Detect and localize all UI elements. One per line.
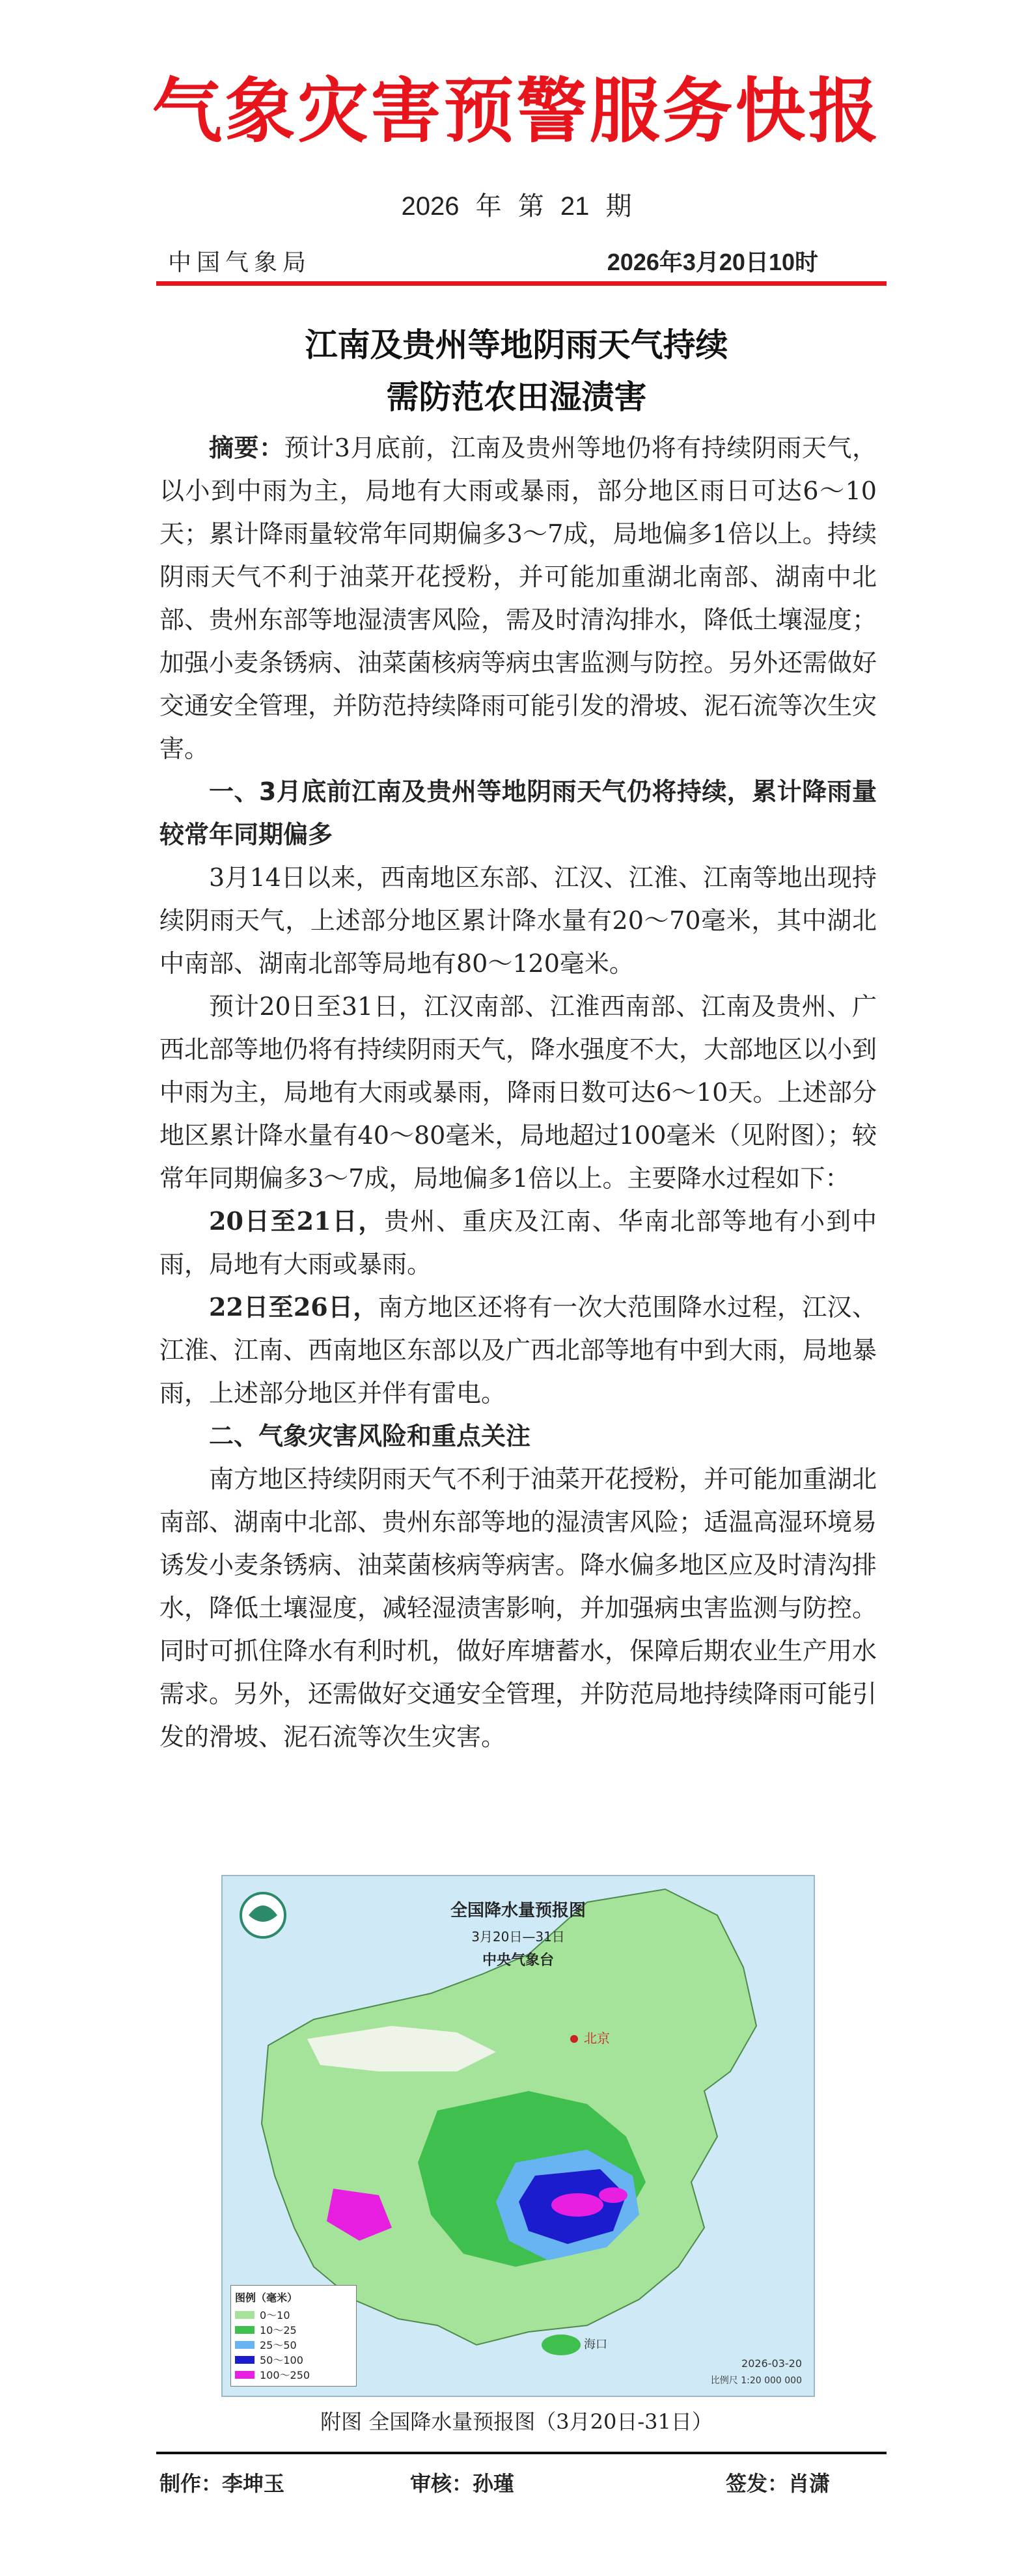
summary-label: 摘要： (209, 433, 284, 462)
map-issuer: 中央气象台 (482, 1952, 554, 1969)
city-label-beijing: 北京 (584, 2030, 610, 2046)
map-caption: 附图 全国降水量预报图（3月20日-31日） (320, 2409, 713, 2434)
legend-label: 0～10 (260, 2309, 290, 2321)
legend-swatch (235, 2371, 255, 2379)
legend-swatch (235, 2326, 255, 2334)
legend-swatch (235, 2311, 255, 2319)
summary-paragraph (159, 426, 877, 770)
legend-label: 10～25 (260, 2324, 297, 2336)
footer-divider (156, 2452, 887, 2454)
section1-paragraph2: 预计20日至31日，江汉南部、江淮西南部、江南及贵州、广西北部等地仍将有持续阴雨天气，降水强度不大，大部地区以小到中雨为主，局地有大雨或暴雨，降雨日数可达6～10天。上述部分地区累计降水量有40～80毫米，局地超过100毫米（见附图）；较常年同期偏多3～7成，局地偏多1倍以上。主要降水过程如下： (159, 992, 877, 1193)
section2-heading: 二、气象灾害风险和重点关注 (209, 1422, 531, 1450)
section1-paragraph4 (159, 1286, 877, 1415)
map-header (223, 1897, 814, 1969)
legend-title: 图例（毫米） (235, 2292, 298, 2304)
organization: 中国气象局 (168, 249, 312, 276)
footer-signer: 签发：肖潇 (726, 2471, 831, 2496)
article-title-line1: 江南及贵州等地阴雨天气持续 (305, 325, 728, 364)
footer-reviewer: 审核：孙瑾 (410, 2471, 515, 2496)
article-body (159, 426, 877, 1758)
map-legend (230, 2285, 357, 2387)
section1-p3-label: 20日至21日， (209, 1206, 385, 1236)
city-label-haikou: 海口 (584, 2338, 607, 2351)
section1-heading: 一、3月底前江南及贵州等地阴雨天气仍将持续，累计降雨量较常年同期偏多 (159, 777, 877, 849)
masthead-title: 气象灾害预警服务快报 (152, 71, 881, 152)
legend-swatch (235, 2356, 255, 2364)
map-date-stamp: 2026-03-20 (741, 2357, 802, 2370)
section1-p4-text: 南方地区还将有一次大范围降水过程，江汉、江淮、江南、西南地区东部以及广西北部等地有中到大雨，局地暴雨，上述部分地区并伴有雷电。 (159, 1293, 877, 1407)
legend-item (235, 2337, 352, 2352)
article-title-line2: 需防范农田湿渍害 (386, 378, 647, 416)
map-title: 全国降水量预报图 (450, 1901, 586, 1920)
section1-paragraph3 (159, 1200, 877, 1286)
legend-label: 100～250 (260, 2369, 310, 2381)
legend-item (235, 2352, 352, 2367)
section1-p4-label: 22日至26日， (209, 1292, 378, 1322)
precipitation-forecast-map (221, 1875, 815, 2397)
legend-item (235, 2367, 352, 2382)
header-divider (156, 281, 887, 286)
legend-item (235, 2322, 352, 2337)
legend-label: 25～50 (260, 2339, 297, 2351)
map-subtitle: 3月20日—31日 (471, 1929, 565, 1945)
legend-swatch (235, 2341, 255, 2349)
legend-label: 50～100 (260, 2354, 303, 2366)
issue-datetime: 2026年3月20日10时 (607, 249, 818, 275)
section1-paragraph1: 3月14日以来，西南地区东部、江汉、江淮、江南等地出现持续阴雨天气，上述部分地区累计降水量有20～70毫米，其中湖北中南部、湖南北部等局地有80～120毫米。 (159, 863, 877, 978)
map-scale-note: 比例尺 1:20 000 000 (710, 2375, 802, 2386)
summary-text: 预计3月底前，江南及贵州等地仍将有持续阴雨天气，以小到中雨为主，局地有大雨或暴雨，部分地区雨日可达6～10天；累计降雨量较常年同期偏多3～7成，局地偏多1倍以上。持续阴雨天气不利于油菜开花授粉，并可能加重湖北南部、湖南中北部、贵州东部等地湿渍害风险，需及时清沟排水，降低土壤湿度；加强小麦条锈病、油菜菌核病等病虫害监测与防控。另外还需做好交通安全管理，并防范持续降雨可能引发的滑坡、泥石流等次生灾害。 (159, 434, 877, 763)
legend-item (235, 2307, 352, 2322)
issue-number: 2026 年 第 21 期 (401, 192, 632, 221)
footer-author: 制作：李坤玉 (159, 2471, 285, 2496)
article-title (0, 319, 1033, 423)
section1-p3-text: 贵州、重庆及江南、华南北部等地有小到中雨，局地有大雨或暴雨。 (159, 1207, 877, 1279)
section2-paragraph1: 南方地区持续阴雨天气不利于油菜开花授粉，并可能加重湖北南部、湖南中北部、贵州东部等地的湿渍害风险；适温高湿环境易诱发小麦条锈病、油菜菌核病等病害。降水偏多地区应及时清沟排水，降低土壤湿度，减轻湿渍害影响，并加强病虫害监测与防控。同时可抓住降水有利时机，做好库塘蓄水，保障后期农业生产用水需求。另外，还需做好交通安全管理，并防范局地持续降雨可能引发的滑坡、泥石流等次生灾害。 (159, 1465, 877, 1751)
